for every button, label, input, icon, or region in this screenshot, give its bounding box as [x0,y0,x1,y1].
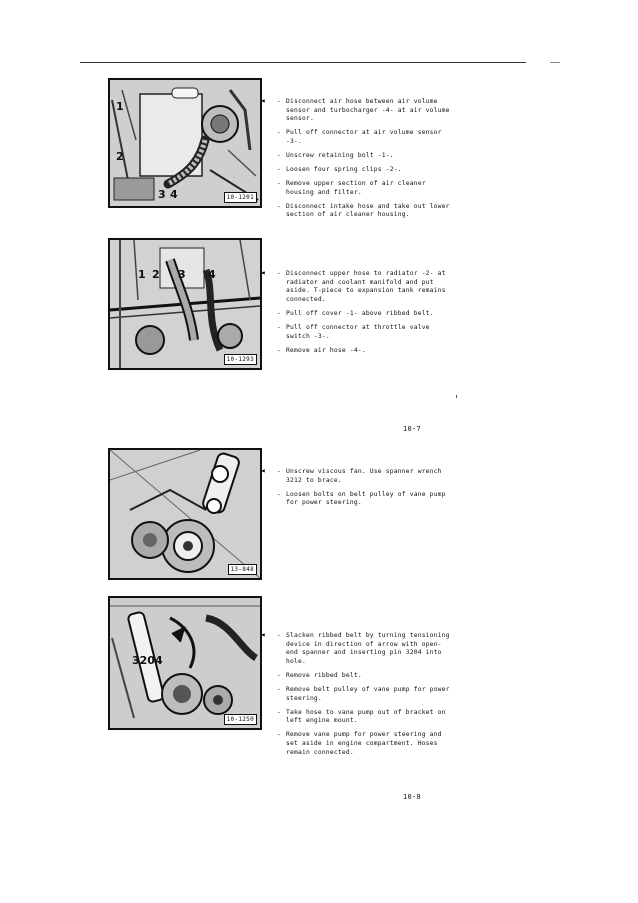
dash-bullet: - [277,151,281,159]
instruction-step [272,709,450,726]
instruction-step [272,731,450,757]
dash-bullet: - [277,468,281,475]
instruction-step [272,180,450,197]
step-text: Take hose to vane pump out of bracket on left engine mount. [286,708,446,725]
scan-speck [456,395,457,398]
step-text: Remove air hose -4-. [286,346,366,354]
dash-bullet: - [277,309,281,317]
instruction-step [272,152,450,161]
instruction-step [272,129,450,146]
dash-bullet: - [277,490,281,498]
figure-code: 10-1250 [224,714,257,725]
pointer-icon: ◄ [260,630,266,639]
step-text: Pull off cover -1- above ribbed belt. [286,309,434,317]
instruction-step [272,686,450,703]
dash-bullet: - [277,731,281,739]
dash-bullet: - [277,685,281,693]
callout-label: 2 [152,268,160,281]
instruction-step [260,96,450,124]
dash-bullet: - [277,98,281,105]
callout-label: 1 [116,100,124,113]
pointer-icon: ◄ [260,268,266,277]
figure-air-cleaner [108,78,262,208]
step-text: Remove vane pump for power steering and set aside in engine compartment. Hoses remain connected. [286,731,442,756]
callout-label: 2 [116,150,124,163]
dash-bullet: - [277,202,281,210]
figure-radiator-hose [108,238,262,370]
dash-bullet: - [277,166,281,174]
instruction-list [260,466,450,513]
callout-label: 1 [138,268,146,281]
figure-code: 13-848 [228,564,257,575]
pointer-icon: ◄ [260,96,266,105]
page-number: 10-8 [403,793,422,801]
step-text: Loosen four spring clips -2-. [286,166,402,174]
step-text: Remove ribbed belt. [286,671,362,679]
instruction-step [272,203,450,220]
figure-ribbed-belt [108,596,262,730]
engine-illustration-2 [110,240,260,368]
step-text: Unscrew retaining bolt -1-. [286,151,394,159]
step-text: Slacken ribbed belt by turning tensioning device in direction of arrow with open-end spanner and inserting pin 3204 into hole. [286,632,450,665]
header-rule-tail [550,62,560,63]
step-text: Remove upper section of air cleaner housing and filter. [286,180,426,196]
dash-bullet: - [277,180,281,188]
callout-label: 3 [158,188,166,201]
instruction-list [260,96,450,226]
callout-label: 3 [178,268,186,281]
page-number: 10-7 [403,425,422,433]
instruction-step [272,310,450,319]
figure-code: 10-1201 [224,192,257,203]
step-text: Disconnect intake hose and take out lower section of air cleaner housing. [286,202,450,219]
step-text: Pull off connector at throttle valve switch -3-. [286,323,430,340]
instruction-step [260,630,450,666]
figure-code: 10-1293 [224,354,257,365]
dash-bullet: - [277,129,281,137]
instruction-step [260,466,450,485]
dash-bullet: - [277,708,281,716]
engine-illustration-1 [110,80,260,206]
step-text: Disconnect upper hose to radiator -2- at radiator and coolant manifold and put aside. T-piece to expansion tank remains connected. [286,270,446,303]
header-rule [80,62,526,63]
dash-bullet: - [277,346,281,354]
step-text: Unscrew viscous fan. Use spanner wrench 3212 to brace. [286,468,442,484]
instruction-step [272,324,450,341]
callout-label: 3204 [132,654,163,667]
step-text: Disconnect air hose between air volume sensor and turbocharger -4- at air volume sensor. [286,98,450,123]
dash-bullet: - [277,632,281,639]
dash-bullet: - [277,323,281,331]
dash-bullet: - [277,671,281,679]
instruction-step [272,347,450,356]
dash-bullet: - [277,270,281,277]
callout-label: 4 [208,268,216,281]
step-text: Pull off connector at air volume sensor -3-. [286,129,442,145]
engine-illustration-3 [110,450,260,578]
figure-viscous-fan [108,448,262,580]
callout-label: 4 [170,188,178,201]
instruction-list [260,268,450,361]
instruction-list [260,630,450,763]
instruction-step [260,268,450,304]
step-text: Loosen bolts on belt pulley of vane pump for power steering. [286,490,446,507]
instruction-step [272,166,450,175]
step-text: Remove belt pulley of vane pump for power steering. [286,685,450,702]
pointer-icon: ◄ [260,466,266,475]
instruction-step [272,672,450,681]
instruction-step [272,491,450,508]
